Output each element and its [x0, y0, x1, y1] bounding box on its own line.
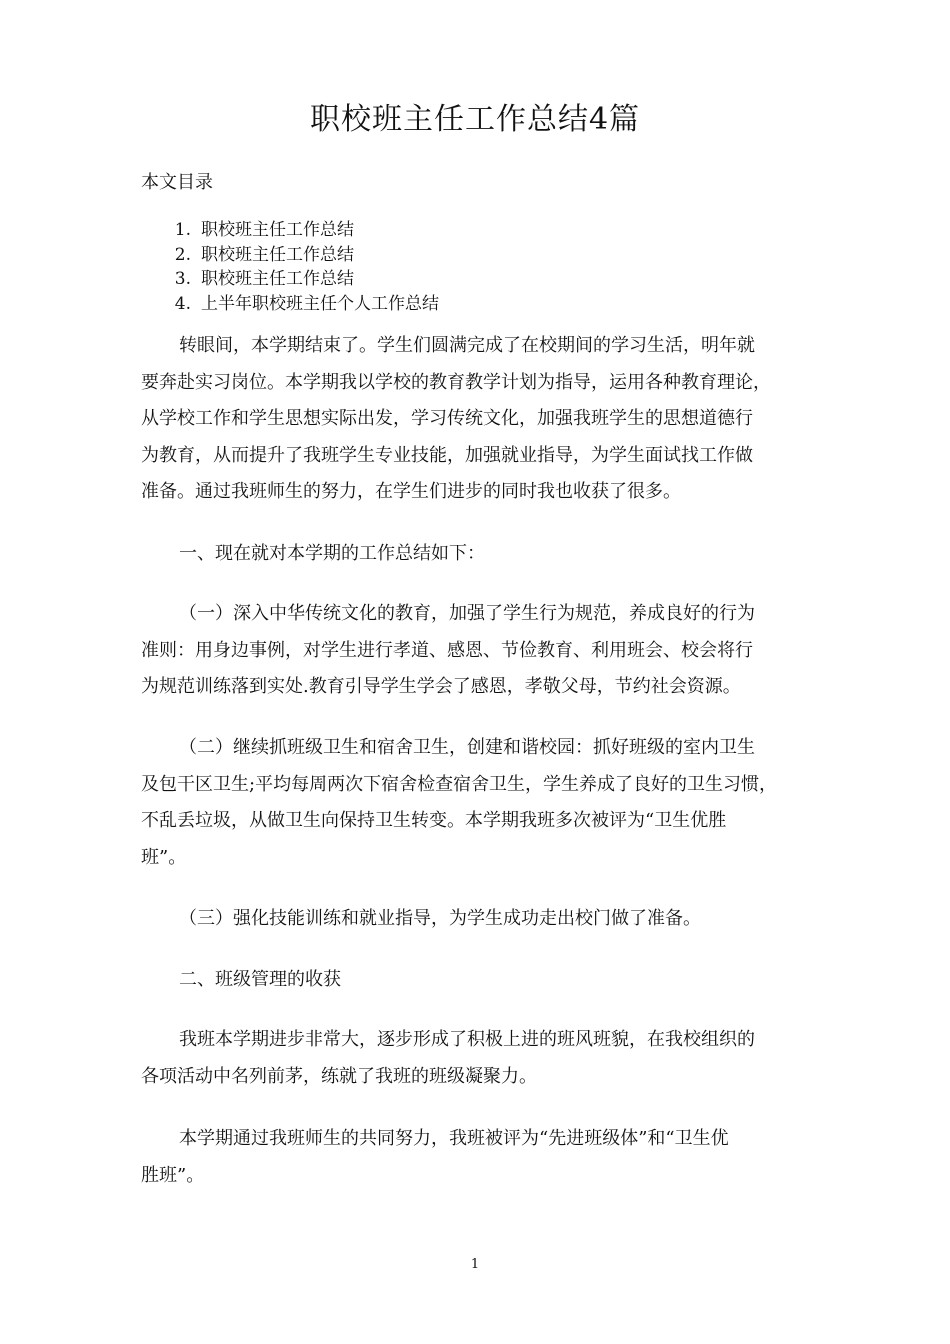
paragraph-line: 转眼间，本学期结束了。学生们圆满完成了在校期间的学习生活，明年就 [179, 335, 755, 356]
toc-item-label: 职校班主任工作总结 [201, 269, 354, 289]
body-paragraph [141, 328, 821, 511]
paragraph-line: 班”。 [141, 846, 187, 868]
paragraph-line: （一）深入中华传统文化的教育，加强了学生行为规范，养成良好的行为 [179, 603, 755, 624]
section-heading-text: 一、现在就对本学期的工作总结如下： [179, 543, 485, 564]
paragraph-line: 要奔赴实习岗位。本学期我以学校的教育教学计划为指导，运用各种教育理论， [141, 371, 771, 393]
toc-item-number: 4. [174, 293, 191, 314]
paragraph-line: 为规范训练落到实处.教育引导学生学会了感恩，孝敬父母，节约社会资源。 [141, 676, 741, 697]
paragraph-line: 我班本学期进步非常大，逐步形成了积极上进的班风班貌，在我校组织的 [179, 1029, 755, 1050]
paragraph-line: （三）强化技能训练和就业指导，为学生成功走出校门做了准备。 [179, 908, 701, 929]
section-heading [141, 962, 821, 999]
paragraph-line: 为教育，从而提升了我班学生专业技能，加强就业指导，为学生面试找工作做 [141, 444, 753, 466]
body-paragraph [141, 596, 821, 706]
page-number: 1 [470, 1257, 480, 1272]
paragraph-line: （二）继续抓班级卫生和宿舍卫生，创建和谐校园：抓好班级的室内卫生 [179, 737, 755, 758]
body-paragraph [141, 730, 821, 876]
toc-item[interactable] [141, 292, 439, 317]
body-paragraph [141, 1121, 821, 1194]
paragraph-line: 各项活动中名列前茅，练就了我班的班级凝聚力。 [141, 1065, 537, 1087]
toc-item-number: 2. [174, 244, 191, 265]
toc-item-label: 职校班主任工作总结 [201, 220, 354, 240]
body-paragraph [141, 1022, 821, 1095]
toc-item-label: 职校班主任工作总结 [201, 244, 354, 265]
toc-item[interactable] [141, 218, 439, 243]
paragraph-line: 准则：用身边事例，对学生进行孝道、感恩、节俭教育、利用班会、校会将行 [141, 639, 753, 661]
toc-heading: 本文目录 [141, 172, 213, 193]
paragraph-line: 本学期通过我班师生的共同努力，我班被评为“先进班级体”和“卫生优 [179, 1128, 729, 1149]
toc-item-number: 3. [174, 269, 191, 289]
table-of-contents [141, 218, 439, 316]
section-heading-text: 二、班级管理的收获 [179, 969, 341, 990]
paragraph-line: 准备。通过我班师生的努力，在学生们进步的同时我也收获了很多。 [141, 481, 681, 502]
paragraph-line: 从学校工作和学生思想实际出发，学习传统文化，加强我班学生的思想道德行 [141, 408, 753, 429]
paragraph-line: 不乱丢垃圾，从做卫生向保持卫生转变。本学期我班多次被评为“卫生优胜 [141, 810, 727, 831]
toc-item-label: 上半年职校班主任个人工作总结 [201, 293, 439, 314]
body-paragraph [141, 901, 821, 938]
toc-item[interactable] [141, 243, 439, 268]
toc-item[interactable] [141, 267, 439, 292]
paragraph-line: 胜班”。 [141, 1164, 205, 1186]
document-title: 职校班主任工作总结4篇 [309, 102, 641, 137]
toc-item-number: 1. [174, 220, 191, 240]
paragraph-line: 及包干区卫生;平均每周两次下宿舍检查宿舍卫生，学生养成了良好的卫生习惯， [141, 773, 778, 795]
section-heading [141, 536, 821, 573]
